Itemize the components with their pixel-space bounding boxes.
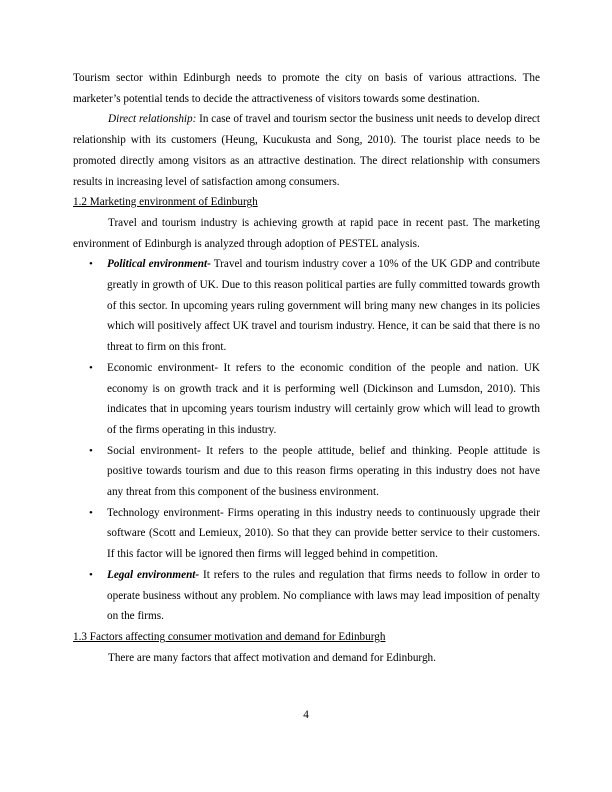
intro-paragraph: Tourism sector within Edinburgh needs to promote the city on basis of various attractions. The marketer’s potential tends to decide the attractiveness of visitors towards some destination. <box>73 72 540 105</box>
section-heading-1-3: 1.3 Factors affecting consumer motivation and demand for Edinburgh <box>73 630 386 643</box>
list-item-lead: Political environment- <box>107 258 211 271</box>
list-item-lead: Legal environment- <box>107 568 200 581</box>
bullet-icon: • <box>89 444 93 457</box>
section-1-2-intro: Travel and tourism industry is achieving growth at rapid pace in recent past. The marketing environment of Edinburgh is analyzed through adoption of PESTEL analysis. <box>73 216 540 250</box>
bullet-icon: • <box>89 506 93 519</box>
list-item-text: Economic environment- It refers to the economic condition of the people and nation. UK economy is on growth track and it is performing well (Dickinson and Lumsdon, 2010). This indicates that in upcoming years tourism industry will certainly grow which will lead to growth of the firms operating in this industry. <box>107 361 540 436</box>
list-item-economic <box>73 358 540 441</box>
list-item-technology <box>73 503 540 565</box>
page-content <box>73 68 540 668</box>
list-item-social <box>73 441 540 503</box>
bullet-icon: • <box>89 258 93 271</box>
list-item-political <box>73 254 540 358</box>
direct-relationship-text: In case of travel and tourism sector the business unit needs to develop direct relationship with its customers (Heung, Kucukusta and Song, 2010). The tourist place needs to be promoted directly among visitors as an attractive destination. The direct relationship with consumers results in increasing level of satisfaction among consumers. <box>73 113 540 188</box>
page-number: 4 <box>303 709 309 721</box>
list-item-text: Travel and tourism industry cover a 10% of the UK GDP and contribute greatly in growth of UK. Due to this reason political parties are fully committed towards growth of this sector. In upcoming years ruling government will bring many new changes in its policies which will positively affect UK travel and tourism industry. Hence, it can be said that there is no threat to firm on this front. <box>107 258 540 354</box>
direct-relationship-label: Direct relationship: <box>108 113 197 126</box>
bullet-icon: • <box>89 361 93 374</box>
list-item-text: Technology environment- Firms operating in this industry needs to continuously upgrade their software (Scott and Lemieux, 2010). So that they can provide better service to their customers. If this factor will be ignored then firms will legged behind in competition. <box>107 506 540 561</box>
list-item-text: It refers to the rules and regulation that firms needs to follow in order to operate business without any problem. No compliance with laws may lead imposition of penalty on the firms. <box>107 568 541 623</box>
direct-relationship-paragraph <box>73 109 540 192</box>
pestel-list <box>73 254 540 627</box>
bullet-icon: • <box>89 568 93 581</box>
list-item-text: Social environment- It refers to the people attitude, belief and thinking. People attitude is positive towards tourism and due to this reason firms operating in this industry does not have any threat from this component of the business environment. <box>107 444 540 499</box>
list-item-legal <box>73 565 540 627</box>
section-1-3-intro: There are many factors that affect motivation and demand for Edinburgh. <box>108 651 436 664</box>
section-heading-1-2: 1.2 Marketing environment of Edinburgh <box>73 196 258 209</box>
